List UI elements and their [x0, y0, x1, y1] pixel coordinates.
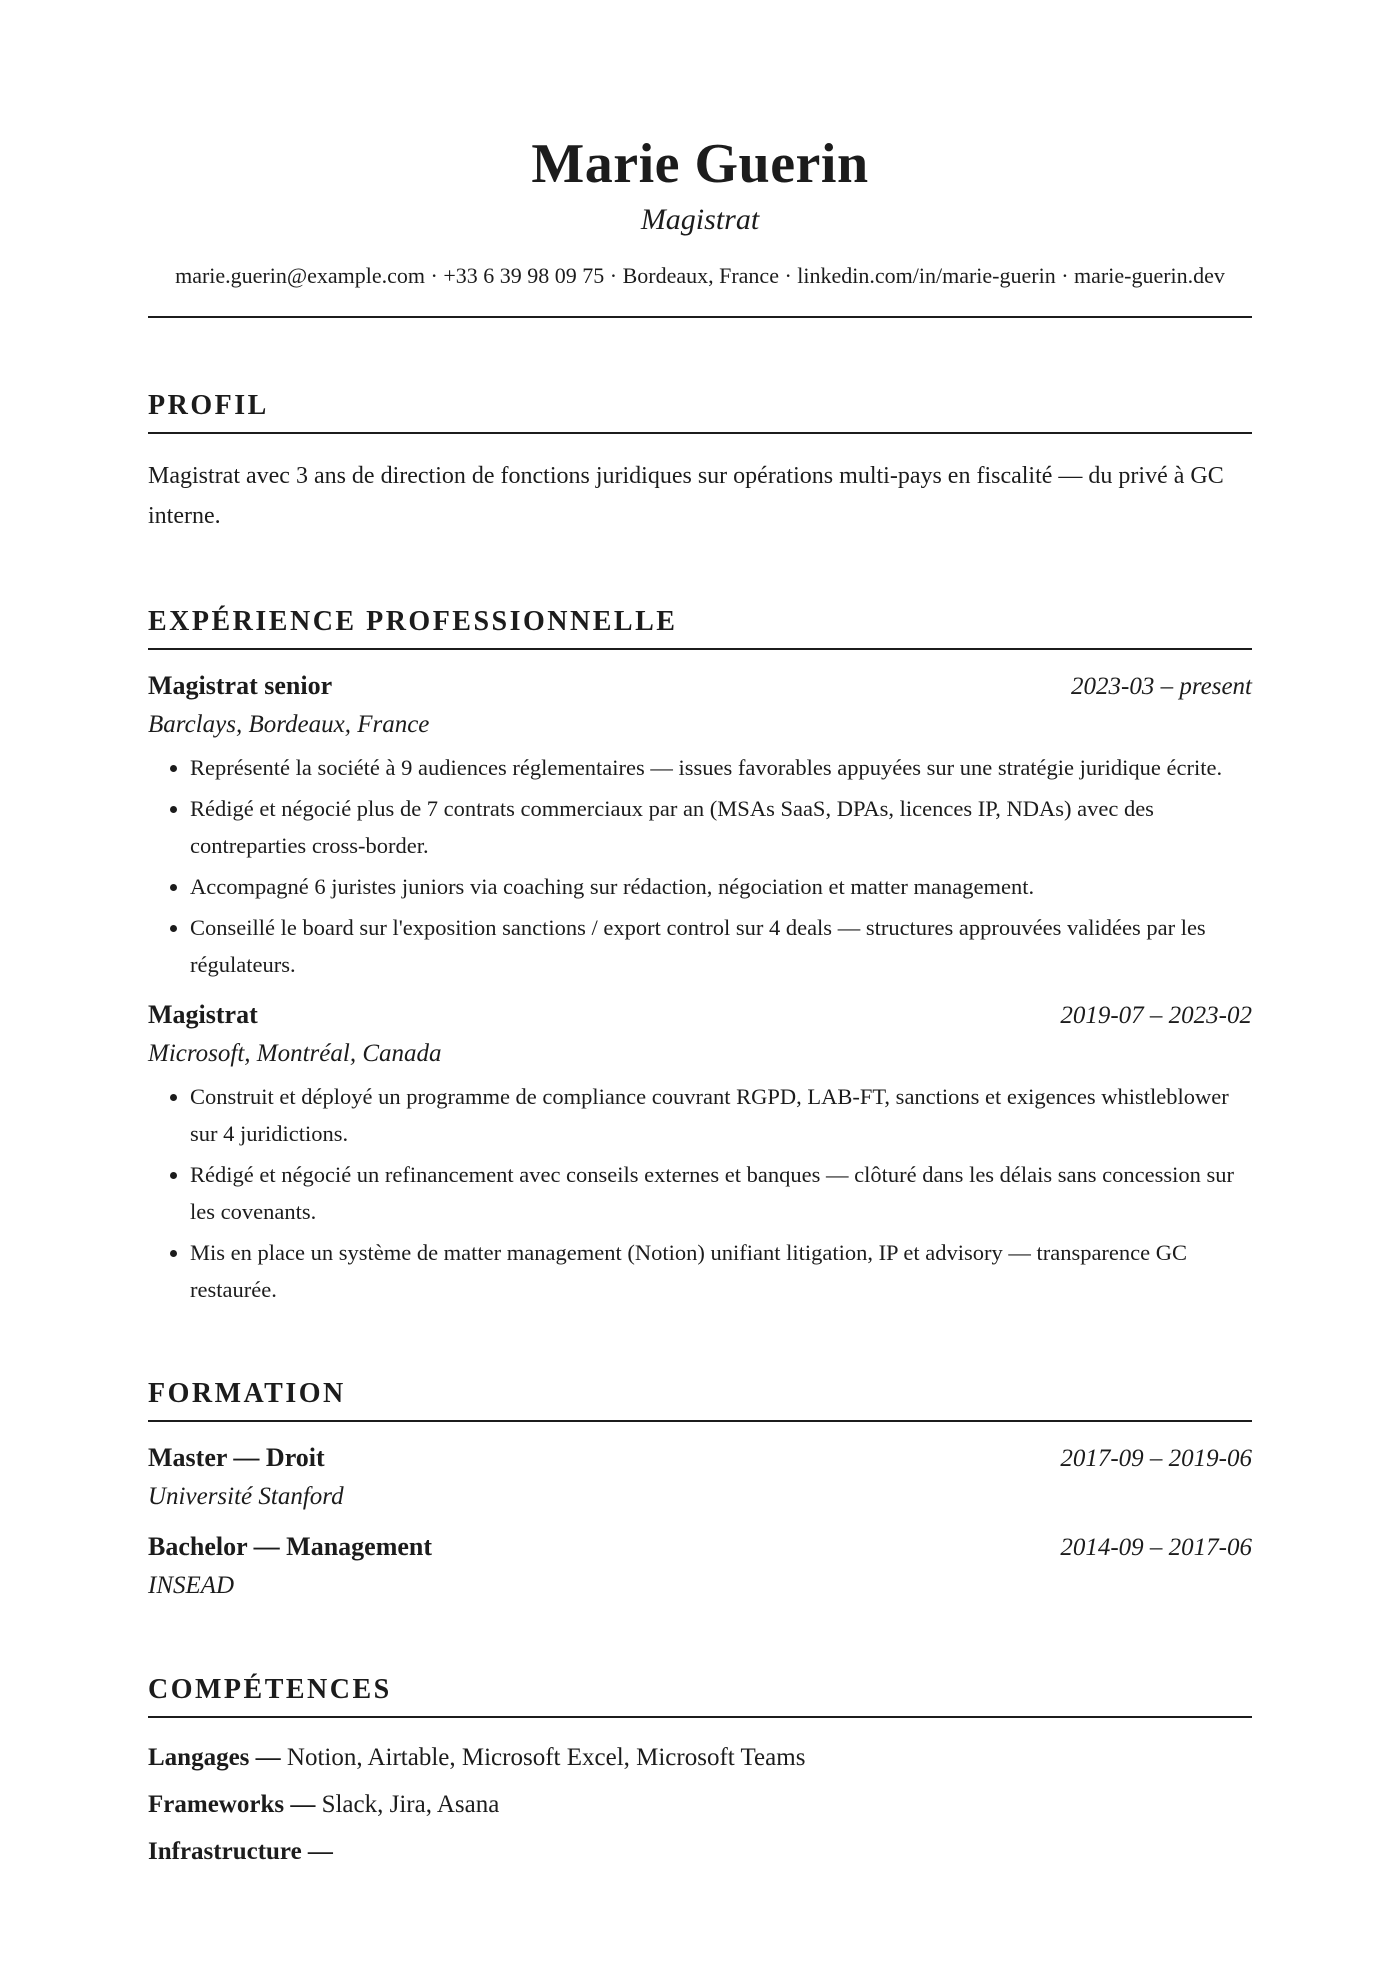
job-bullet: • Conseillé le board sur l'exposition sanctions / export control sur 4 deals — structures approuvées validées par les régulateurs. — [190, 909, 1252, 983]
job-bullet: • Mis en place un système de matter management (Notion) unifiant litigation, IP et advisory — transparence GC restaurée. — [190, 1234, 1252, 1308]
job-organization: Barclays, Bordeaux, France — [148, 711, 430, 738]
education-school: INSEAD — [148, 1572, 235, 1599]
job-header — [148, 997, 1252, 1034]
job-bullet: • Représenté la société à 9 audiences réglementaires — issues favorables appuyées sur une stratégie juridique écrite. — [190, 749, 1252, 786]
skill-row — [148, 1740, 1252, 1776]
education-heading: FORMATION — [148, 1378, 1252, 1422]
job-bullet: • Accompagné 6 juristes juniors via coaching sur rédaction, négociation et matter management. — [190, 868, 1252, 905]
job-entry — [148, 997, 1252, 1308]
candidate-title: Magistrat — [640, 203, 760, 236]
skills-list — [148, 1740, 1252, 1870]
education-entry — [148, 1440, 1252, 1515]
job-bullets — [148, 1078, 1252, 1308]
skill-value: Slack, Jira, Asana — [315, 1791, 500, 1818]
experience-heading: EXPÉRIENCE PROFESSIONNELLE — [148, 606, 1252, 650]
education-header — [148, 1529, 1252, 1566]
job-role: Magistrat senior — [148, 671, 333, 700]
education-dates: 2014-09 – 2017-06 — [1060, 1534, 1252, 1561]
job-header — [148, 668, 1252, 705]
job-bullets — [148, 749, 1252, 983]
education-school: Université Stanford — [148, 1483, 344, 1510]
experience-section — [148, 606, 1252, 1308]
job-organization: Microsoft, Montréal, Canada — [148, 1040, 442, 1067]
profile-section — [148, 390, 1252, 536]
profile-summary: Magistrat avec 3 ans de direction de fonctions juridiques sur opérations multi-pays en fiscalité — du privé à GC interne. — [148, 463, 1224, 529]
job-bullet: • Rédigé et négocié plus de 7 contrats commerciaux par an (MSAs SaaS, DPAs, licences IP, NDAs) avec des contreparties cross-border. — [190, 790, 1252, 864]
resume-header — [148, 130, 1252, 318]
job-bullet: • Construit et déployé un programme de compliance couvrant RGPD, LAB-FT, sanctions et exigences whistleblower sur 4 juridictions. — [190, 1078, 1252, 1152]
education-header — [148, 1440, 1252, 1477]
education-degree: Master — Droit — [148, 1443, 325, 1472]
skills-section — [148, 1674, 1252, 1870]
job-entry — [148, 668, 1252, 983]
skill-label: Infrastructure — — [148, 1838, 333, 1865]
profile-heading: PROFIL — [148, 390, 1252, 434]
header-divider — [148, 316, 1252, 318]
job-bullet: • Rédigé et négocié un refinancement avec conseils externes et banques — clôturé dans les délais sans concession sur les covenants. — [190, 1156, 1252, 1230]
education-section — [148, 1378, 1252, 1604]
skill-label: Frameworks — — [148, 1791, 316, 1818]
job-role: Magistrat — [148, 1000, 258, 1029]
education-entry — [148, 1529, 1252, 1604]
education-degree: Bachelor — Management — [148, 1532, 433, 1561]
job-dates: 2019-07 – 2023-02 — [1060, 1002, 1252, 1029]
skill-row — [148, 1787, 1252, 1823]
skill-row — [148, 1834, 1252, 1870]
skill-label: Langages — — [148, 1744, 281, 1771]
skills-heading: COMPÉTENCES — [148, 1674, 1252, 1718]
skill-value: Notion, Airtable, Microsoft Excel, Microsoft Teams — [280, 1744, 806, 1771]
education-dates: 2017-09 – 2019-06 — [1060, 1445, 1252, 1472]
contact-line: marie.guerin@example.com · +33 6 39 98 09 75 · Bordeaux, France · linkedin.com/in/marie-guerin · marie-guerin.dev — [175, 263, 1225, 288]
job-dates: 2023-03 – present — [1071, 673, 1252, 700]
candidate-name: Marie Guerin — [531, 133, 869, 195]
